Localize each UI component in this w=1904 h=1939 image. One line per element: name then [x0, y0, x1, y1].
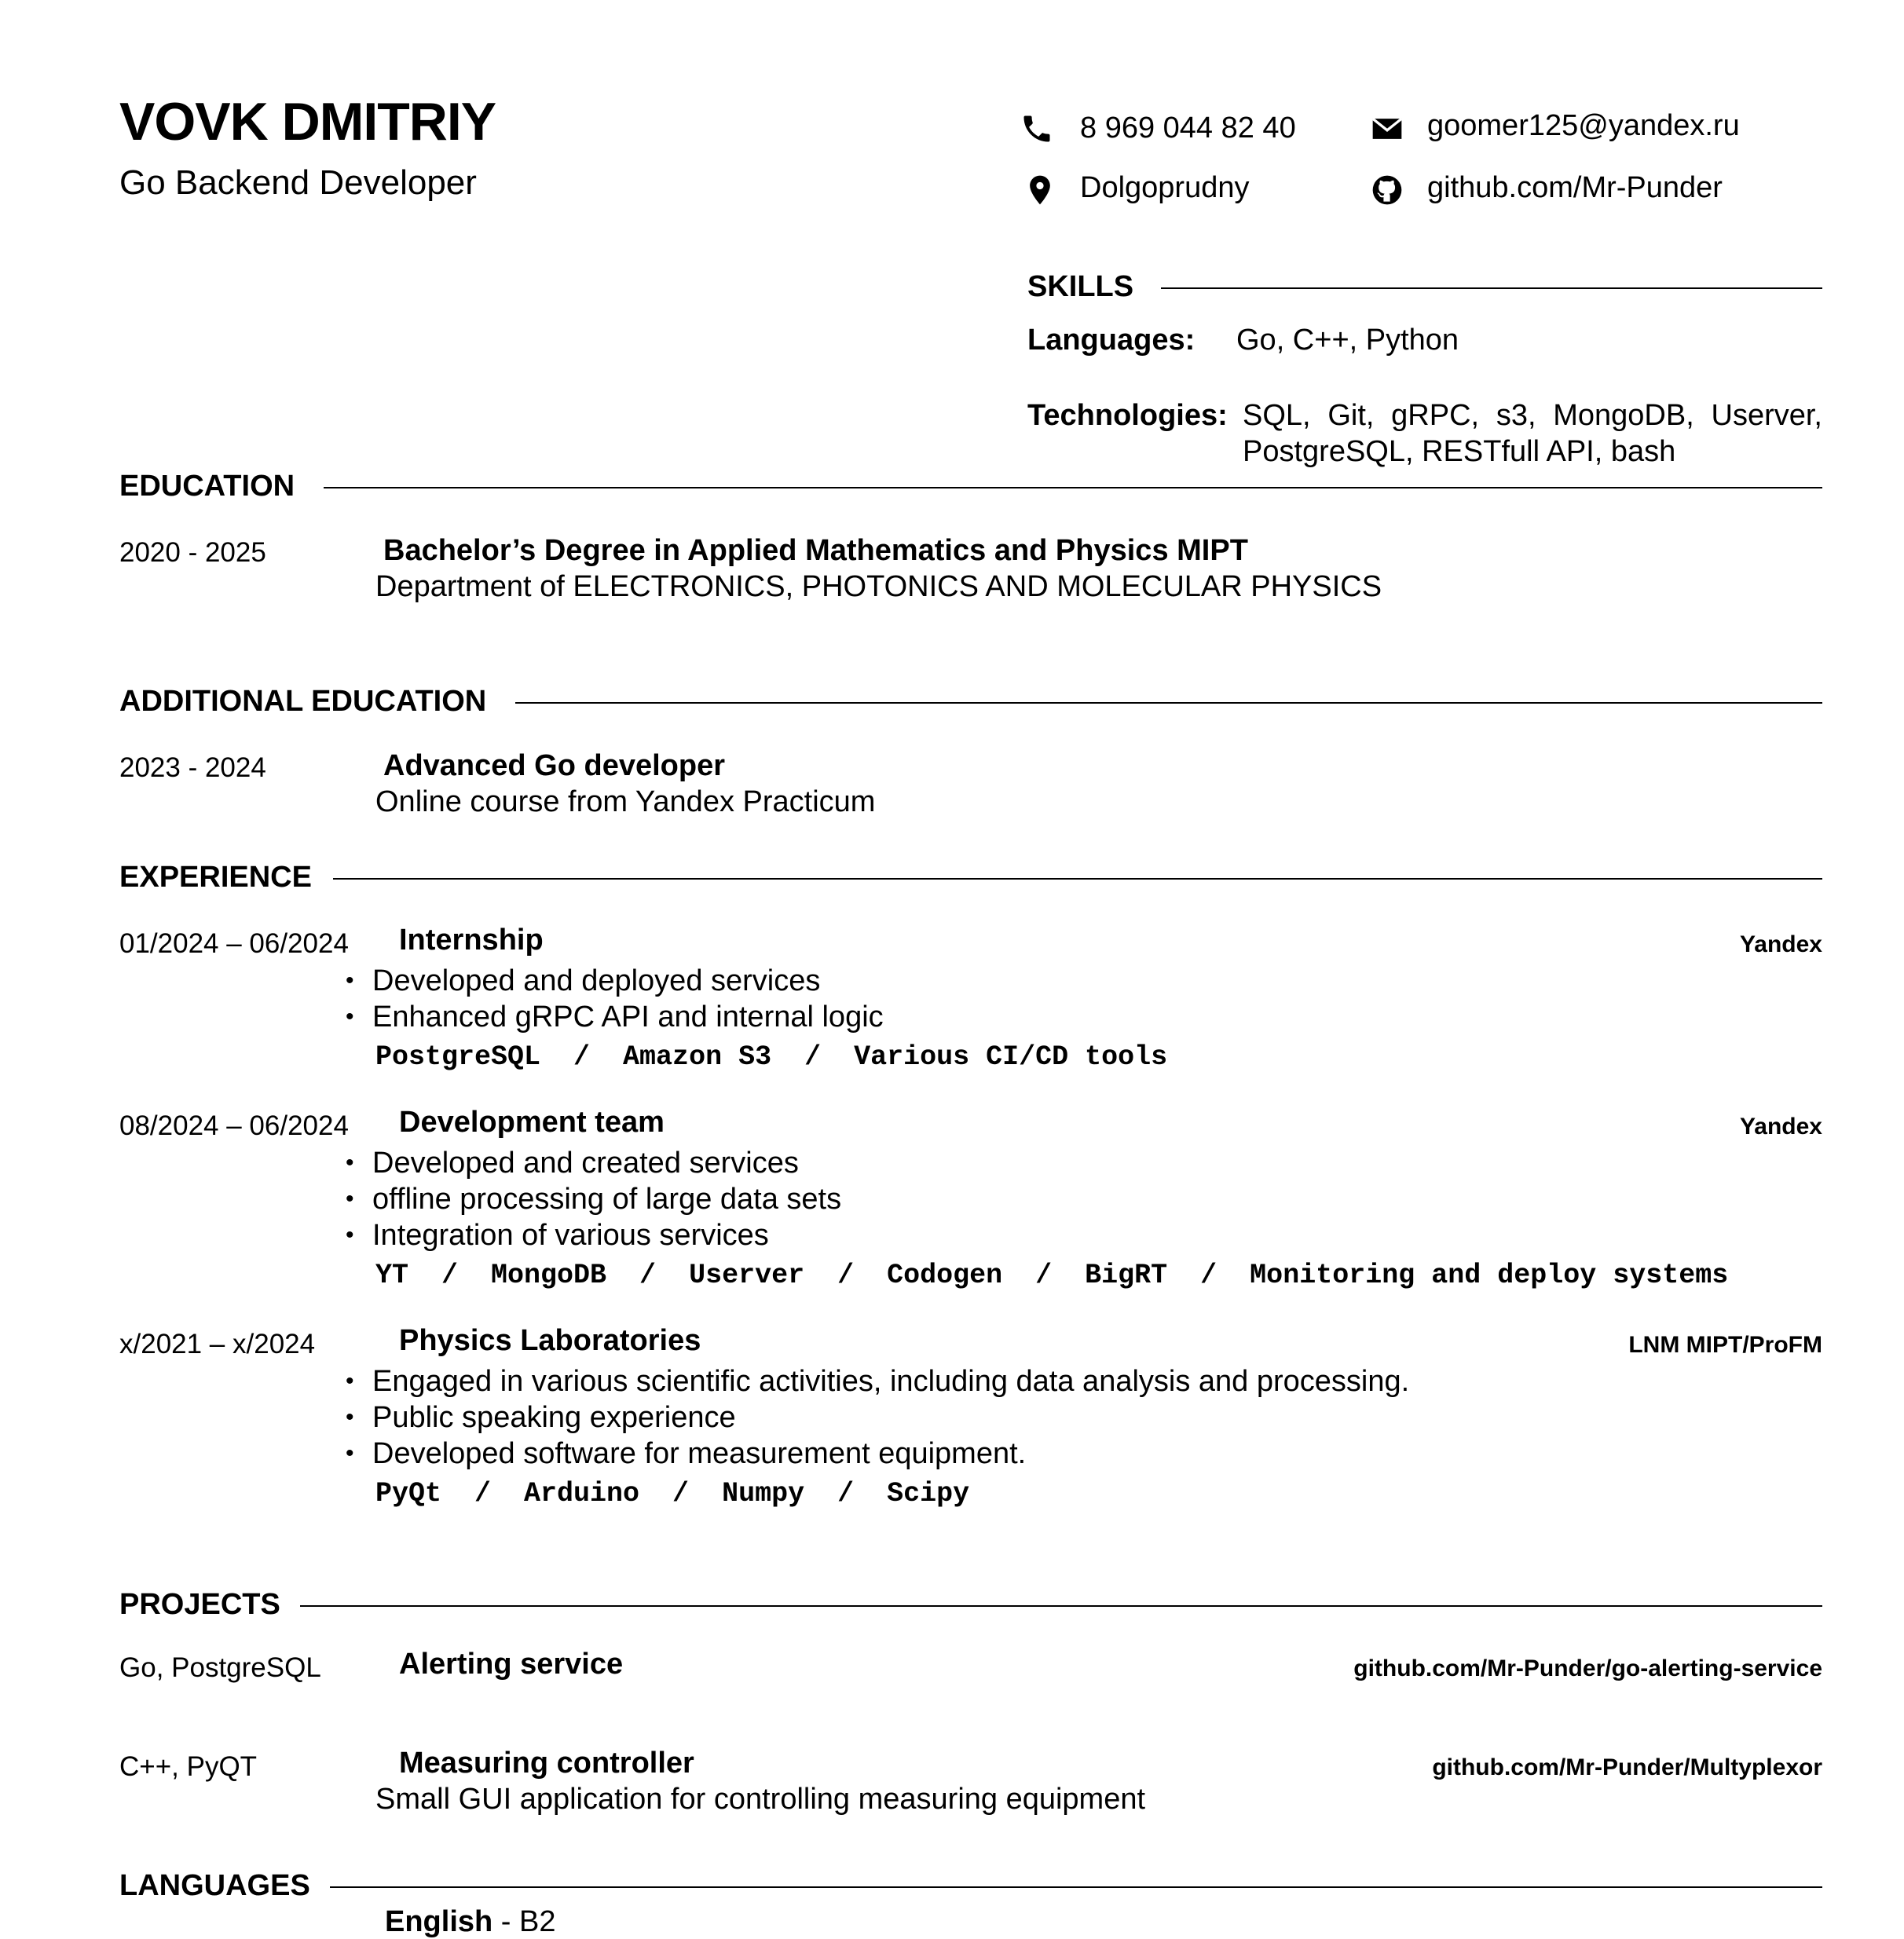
project-stack: Go, PostgreSQL [119, 1652, 321, 1683]
section-title-education: EDUCATION [119, 470, 295, 503]
candidate-name: VOVK DMITRIY [119, 92, 496, 152]
section-rule [515, 702, 1822, 704]
project-link[interactable]: github.com/Mr-Punder/Multyplexor [1432, 1754, 1822, 1780]
experience-tech: PyQt / Arduino / Numpy / Scipy [375, 1478, 970, 1509]
experience-bullet: Developed and created services [372, 1147, 799, 1180]
experience-org: Yandex [1739, 931, 1822, 957]
experience-title: Physics Laboratories [399, 1324, 701, 1357]
bullet-dot: • [346, 1004, 354, 1030]
project-stack: C++, PyQT [119, 1751, 258, 1782]
github-icon [1370, 173, 1404, 207]
experience-date: 01/2024 – 06/2024 [119, 928, 349, 959]
skill-technologies-label: Technologies: [1027, 399, 1228, 432]
section-rule [333, 878, 1822, 880]
project-desc: Small GUI application for controlling measuring equipment [375, 1783, 1146, 1816]
bullet-dot: • [346, 1404, 354, 1430]
project-title: Measuring controller [399, 1747, 694, 1780]
education-department: Department of ELECTRONICS, PHOTONICS AND MOLECULAR PHYSICS [375, 570, 1382, 603]
email-icon [1370, 112, 1404, 146]
bullet-dot: • [346, 1222, 354, 1248]
bullet-dot: • [346, 968, 354, 993]
github-link[interactable]: github.com/Mr-Punder [1427, 171, 1723, 204]
skill-technologies-line1: SQL, Git, gRPC, s3, MongoDB, Userver, [1243, 399, 1822, 432]
education-date: 2020 - 2025 [119, 537, 266, 568]
section-rule [1161, 287, 1822, 289]
language-level: - B2 [492, 1905, 556, 1938]
skill-languages-value: Go, C++, Python [1236, 324, 1459, 357]
experience-tech: PostgreSQL / Amazon S3 / Various CI/CD tools [375, 1041, 1168, 1073]
additional-education-date: 2023 - 2024 [119, 752, 266, 783]
language-name: English [385, 1905, 493, 1938]
experience-bullet: Public speaking experience [372, 1401, 736, 1434]
section-title-projects: PROJECTS [119, 1588, 280, 1621]
section-title-experience: EXPERIENCE [119, 861, 312, 894]
section-rule [324, 487, 1822, 488]
bullet-dot: • [346, 1150, 354, 1176]
experience-date: 08/2024 – 06/2024 [119, 1110, 349, 1141]
experience-date: x/2021 – x/2024 [119, 1329, 316, 1359]
experience-bullet: Enhanced gRPC API and internal logic [372, 1001, 884, 1034]
experience-tech: YT / MongoDB / Userver / Codogen / BigRT / Monitoring and deploy systems [375, 1260, 1729, 1291]
experience-org: LNM MIPT/ProFM [1628, 1332, 1822, 1358]
experience-bullet: Developed and deployed services [372, 964, 821, 997]
bullet-dot: • [346, 1186, 354, 1212]
skill-languages-label: Languages: [1027, 324, 1195, 357]
education-degree: Bachelor’s Degree in Applied Mathematics and Physics MIPT [383, 534, 1248, 567]
experience-bullet: Engaged in various scientific activities, including data analysis and processing. [372, 1365, 1410, 1398]
section-rule [300, 1605, 1822, 1607]
experience-bullet: Integration of various services [372, 1219, 769, 1252]
bullet-dot: • [346, 1368, 354, 1394]
bullet-dot: • [346, 1440, 354, 1466]
location: Dolgoprudny [1080, 171, 1250, 204]
additional-education-title: Advanced Go developer [383, 749, 726, 782]
experience-title: Development team [399, 1106, 665, 1139]
location-pin-icon [1023, 173, 1057, 207]
phone-icon [1020, 112, 1054, 146]
skill-technologies-line2: PostgreSQL, RESTfull API, bash [1243, 435, 1676, 468]
project-title: Alerting service [399, 1648, 624, 1681]
experience-org: Yandex [1739, 1114, 1822, 1140]
project-link[interactable]: github.com/Mr-Punder/go-alerting-service [1353, 1655, 1822, 1681]
experience-bullet: Developed software for measurement equipment. [372, 1437, 1027, 1470]
section-title-languages: LANGUAGES [119, 1869, 310, 1902]
section-title-skills: SKILLS [1027, 270, 1134, 303]
additional-education-desc: Online course from Yandex Practicum [375, 785, 876, 818]
section-rule [330, 1886, 1822, 1888]
experience-title: Internship [399, 924, 544, 957]
experience-bullet: offline processing of large data sets [372, 1183, 842, 1216]
section-title-additional-education: ADDITIONAL EDUCATION [119, 685, 487, 718]
candidate-title: Go Backend Developer [119, 163, 477, 202]
phone-number[interactable]: 8 969 044 82 40 [1080, 112, 1296, 145]
email-address[interactable]: goomer125@yandex.ru [1427, 109, 1740, 142]
language-entry [385, 1905, 555, 1939]
